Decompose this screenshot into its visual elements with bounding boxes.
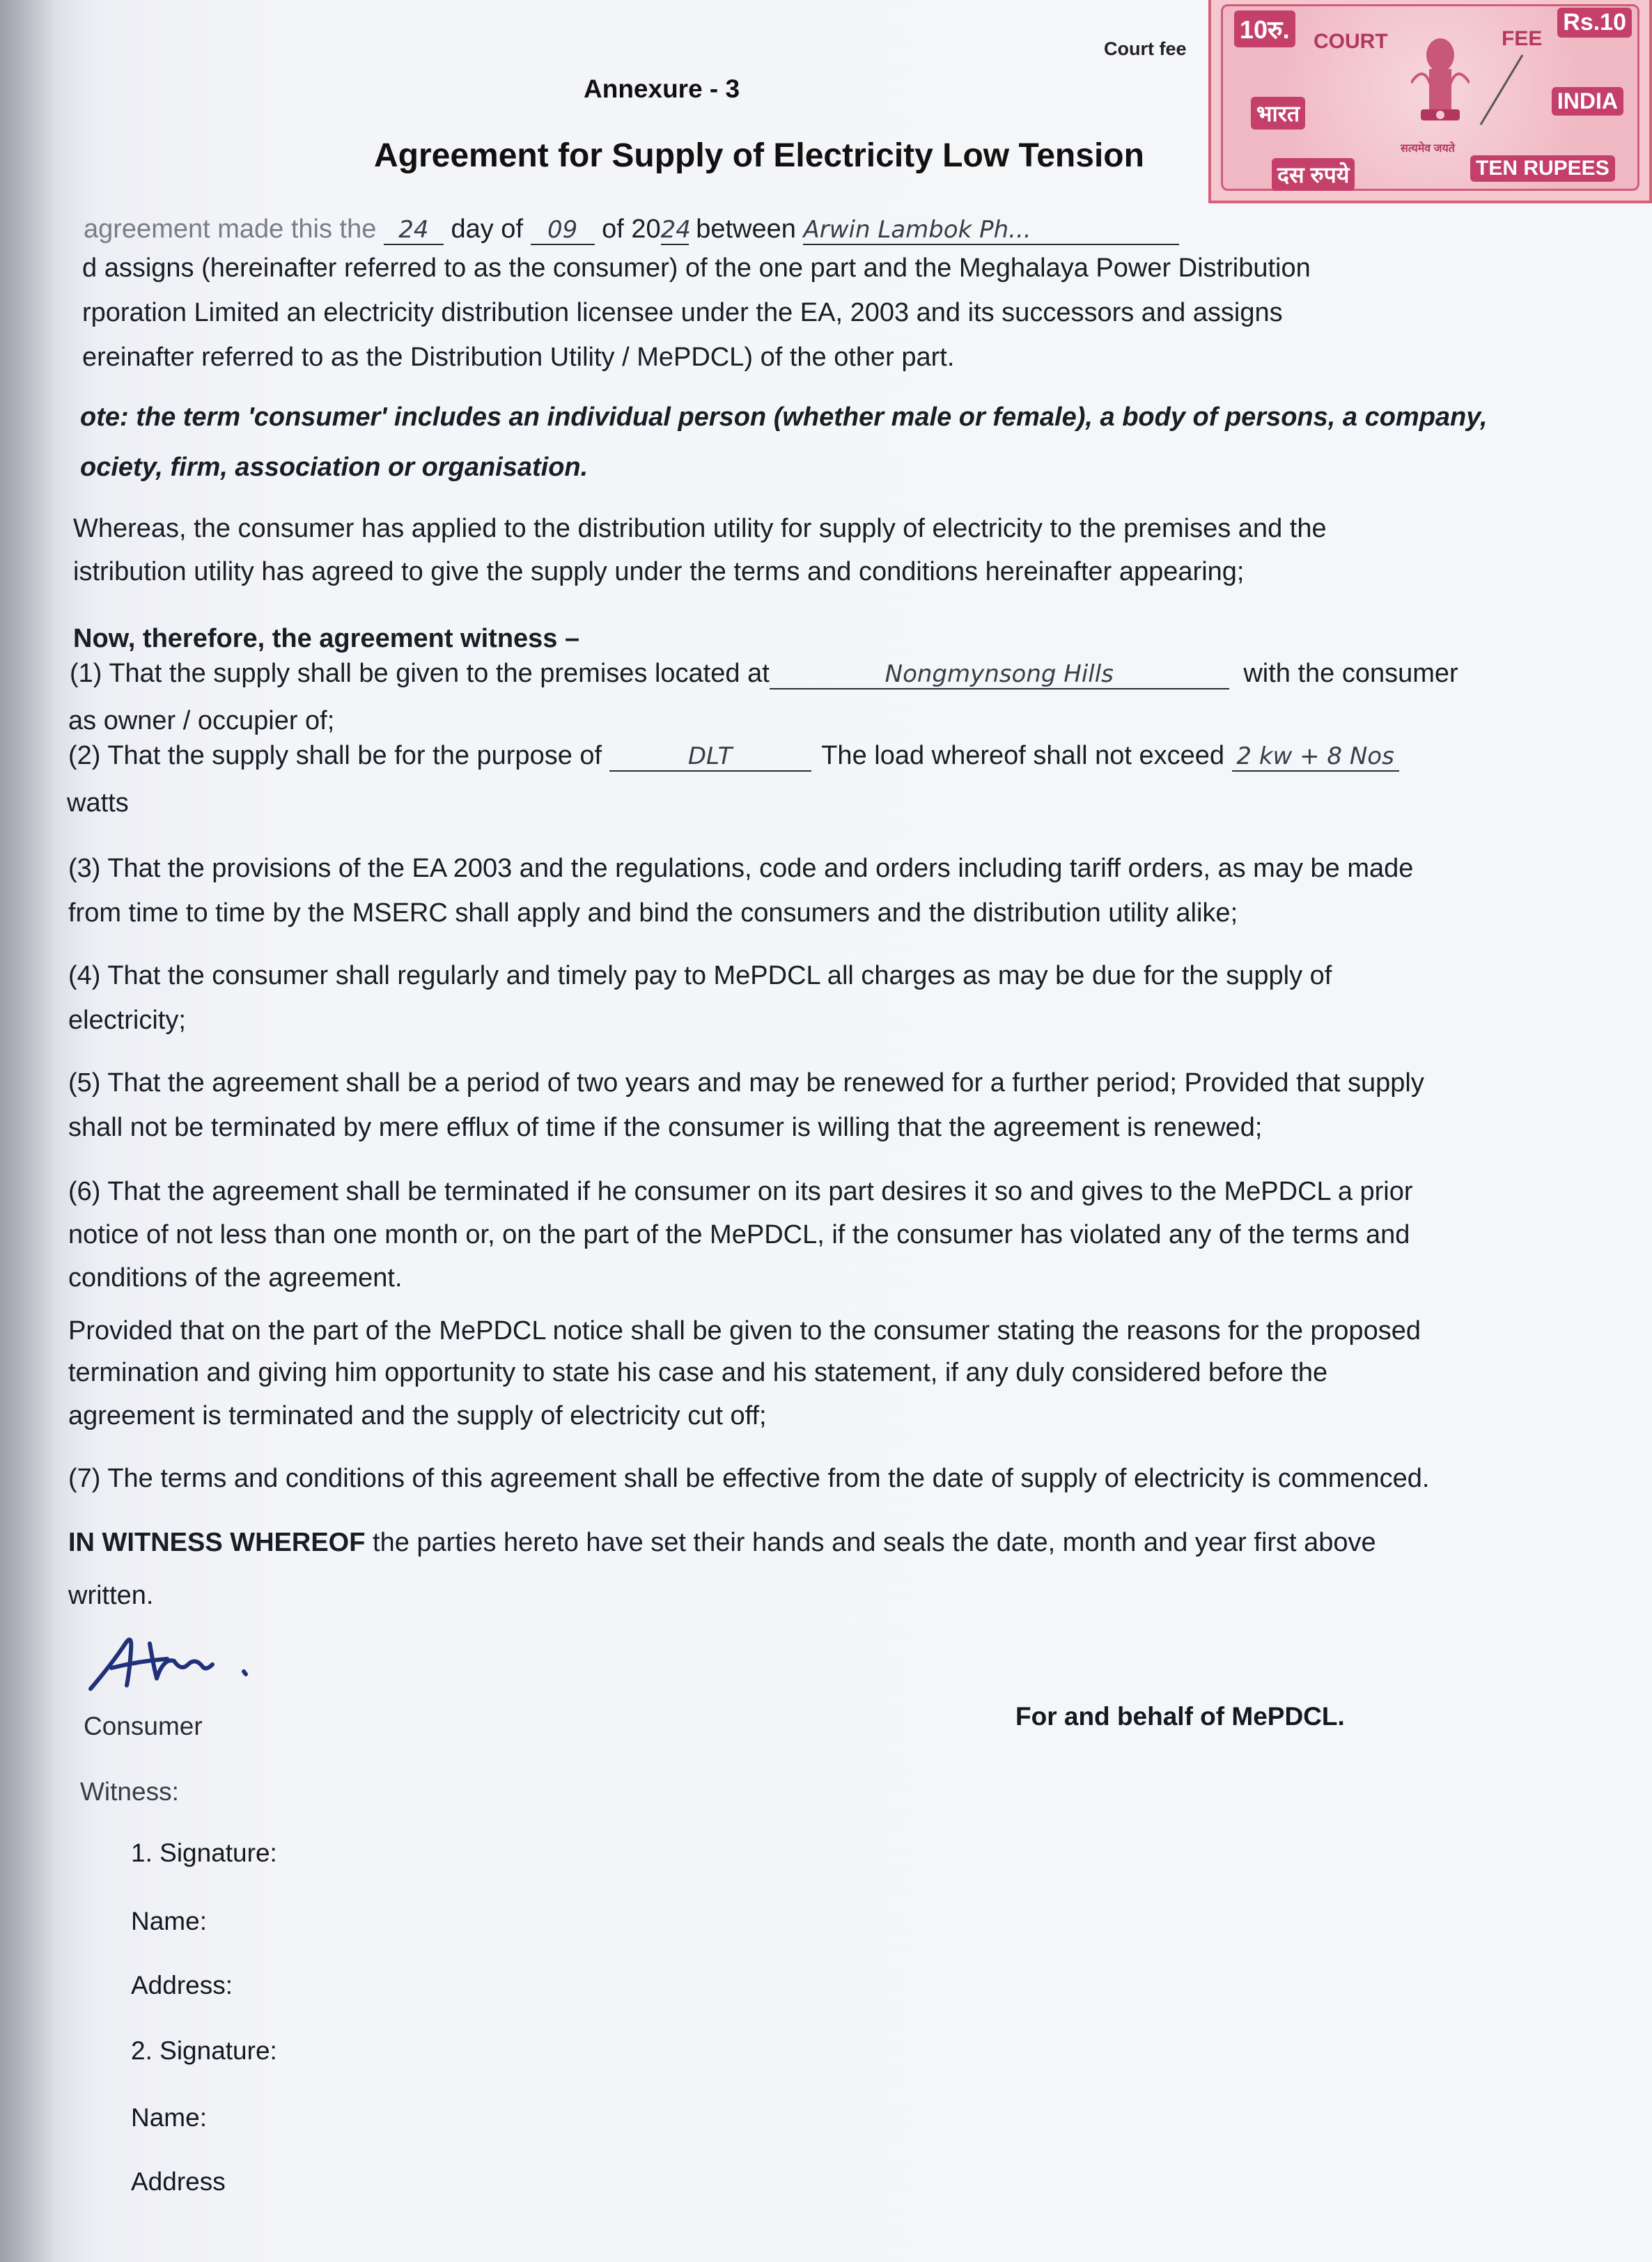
court-fee-stamp — [1208, 0, 1652, 203]
ashoka-emblem-icon — [1411, 34, 1470, 139]
whereas-line-1: Whereas, the consumer has applied to the distribution utility for supply of electricity to the premises and the — [73, 514, 1327, 543]
witness-2-signature-label: 2. Signature: — [131, 2036, 277, 2065]
witness-whereof-line-1 — [68, 1528, 1376, 1558]
mepdcl-behalf-label: For and behalf of MePDCL. — [1015, 1702, 1345, 1731]
stamp-hindi-amount: दस रुपये — [1272, 158, 1355, 191]
clause-2-line-1 — [68, 741, 1399, 772]
witness-heading: Now, therefore, the agreement witness – — [73, 624, 580, 653]
witness-1-name-label: Name: — [131, 1907, 207, 1935]
clause-2-text-a: (2) That the supply shall be for the purpose of — [68, 741, 602, 770]
clause-4-line-2: electricity; — [68, 1006, 186, 1035]
intro-text-d: between — [696, 214, 796, 244]
clause-6-line-1: (6) That the agreement shall be terminated if he consumer on its part desires it so and gives to the MePDCL a prior — [68, 1177, 1413, 1206]
clause-1-line-1 — [70, 659, 1458, 689]
note-line-1: ote: the term 'consumer' includes an individual person (whether male or female), a body of persons, a company, — [80, 403, 1488, 432]
year-field: 24 — [660, 216, 691, 244]
clause-1-line-2: as owner / occupier of; — [68, 706, 335, 735]
proviso-line-1: Provided that on the part of the MePDCL notice shall be given to the consumer stating the reasons for the proposed — [68, 1316, 1421, 1346]
clause-6-line-3: conditions of the agreement. — [68, 1263, 403, 1293]
clause-6-line-2: notice of not less than one month or, on the part of the MePDCL, if the consumer has violated any of the terms and — [68, 1220, 1410, 1249]
stamp-bharat-text: भारत — [1251, 97, 1305, 130]
intro-text-b: day of — [451, 214, 524, 244]
court-fee-label: Court fee — [1104, 38, 1187, 59]
witness-label: Witness: — [80, 1777, 179, 1806]
intro-text-a: agreement made this the — [84, 214, 377, 244]
witness-whereof-line-2: written. — [68, 1581, 154, 1610]
witness-2-name-label: Name: — [131, 2103, 207, 2132]
witness-whereof-bold: IN WITNESS WHEREOF — [68, 1528, 366, 1557]
month-field: 09 — [531, 216, 595, 245]
clause-5-line-1: (5) That the agreement shall be a period of two years and may be renewed for a further period; Provided that supply — [68, 1068, 1424, 1098]
intro-line-3: rporation Limited an electricity distribution licensee under the EA, 2003 and its successors and assigns — [82, 298, 1283, 327]
clause-3-line-1: (3) That the provisions of the EA 2003 and the regulations, code and orders including tariff orders, as may be made — [68, 854, 1414, 883]
intro-line-1 — [84, 214, 1179, 245]
document-title: Agreement for Supply of Electricity Low Tension — [374, 137, 1144, 174]
stamp-border — [1221, 4, 1639, 191]
clause-2-text-b: The load whereof shall not exceed — [821, 741, 1225, 770]
clause-3-line-2: from time to time by the MSERC shall apply and bind the consumers and the distribution utility alike; — [68, 898, 1238, 928]
clause-1-text-b: with the consumer — [1243, 659, 1458, 688]
witness-2-address-label: Address — [131, 2167, 226, 2196]
witness-1-address-label: Address: — [131, 1971, 233, 1999]
stamp-cancel-mark-icon — [1474, 48, 1529, 132]
stamp-value-left: 10रु. — [1234, 10, 1295, 47]
stamp-fee-text: FEE — [1502, 27, 1543, 50]
intro-line-2: d assigns (hereinafter referred to as the consumer) of the one part and the Meghalaya Power Distribution — [82, 254, 1311, 283]
purpose-field: DLT — [609, 742, 811, 772]
intro-text-c: of 20 — [602, 214, 661, 244]
proviso-line-3: agreement is terminated and the supply of electricity cut off; — [68, 1401, 767, 1430]
premises-field: Nongmynsong Hills — [770, 660, 1229, 689]
clause-4-line-1: (4) That the consumer shall regularly and timely pay to MePDCL all charges as may be due for the supply of — [68, 961, 1332, 990]
intro-line-4: ereinafter referred to as the Distribution Utility / MePDCL) of the other part. — [82, 343, 955, 372]
whereas-line-2: istribution utility has agreed to give the supply under the terms and conditions hereinafter appearing; — [73, 557, 1245, 586]
day-field: 24 — [384, 216, 444, 245]
proviso-line-2: termination and giving him opportunity to state his case and his statement, if any duly considered before the — [68, 1358, 1328, 1387]
note-line-2: ociety, firm, association or organisation. — [80, 453, 589, 482]
clause-1-text-a: (1) That the supply shall be given to the premises located at — [70, 659, 770, 688]
stamp-ten-rupees: TEN RUPEES — [1470, 155, 1615, 182]
clause-2-line-2: watts — [67, 788, 129, 818]
clause-7: (7) The terms and conditions of this agreement shall be effective from the date of supply of electricity is commenced. — [68, 1464, 1430, 1493]
load-field: 2 kw + 8 Nos — [1232, 742, 1399, 772]
clause-5-line-2: shall not be terminated by mere efflux of time if the consumer is willing that the agreement is renewed; — [68, 1113, 1263, 1142]
party-name-field: Arwin Lambok Ph... — [803, 216, 1179, 245]
stamp-india-text: INDIA — [1552, 87, 1623, 116]
stamp-court-text: COURT — [1314, 30, 1388, 53]
page-fold-shadow — [0, 0, 56, 2262]
stamp-motto: सत्यमेव जयते — [1401, 143, 1455, 155]
stamp-value-right: Rs.10 — [1557, 8, 1632, 38]
witness-whereof-rest: the parties hereto have set their hands and seals the date, month and year first above — [373, 1528, 1376, 1557]
annexure-heading: Annexure - 3 — [584, 75, 740, 103]
consumer-label: Consumer — [84, 1712, 203, 1740]
consumer-signature — [84, 1623, 286, 1699]
witness-1-signature-label: 1. Signature: — [131, 1839, 277, 1867]
